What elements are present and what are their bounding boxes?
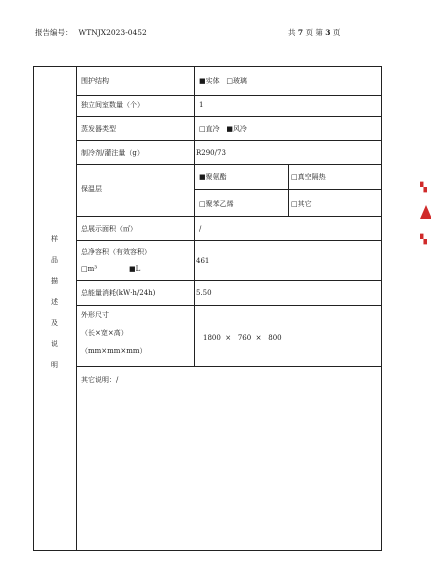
evaporator-options: [199, 126, 247, 133]
row-line: [76, 240, 382, 241]
compartments-value: 1: [199, 101, 204, 109]
dimension-height: 800: [268, 334, 282, 342]
row-line: [194, 189, 382, 190]
insulation-ps-label: 聚苯乙烯: [205, 200, 234, 208]
insulation-pu-label: 聚氨酯: [205, 173, 227, 181]
side-label-char: 述: [51, 298, 58, 306]
insulation-ps-checkbox: □: [199, 200, 206, 208]
dimension-width: 760: [237, 334, 252, 342]
row-line: [76, 366, 382, 367]
dimensions-value: [203, 335, 282, 342]
page-number: 3: [325, 28, 331, 37]
enclosure-solid-checkbox: ■: [199, 77, 206, 85]
col-divider-insulation: [288, 164, 289, 216]
enclosure-options: [199, 78, 247, 85]
page-suffix: 页: [332, 28, 341, 37]
dimension-sep: ×: [255, 334, 262, 342]
side-label-char: 及: [51, 319, 58, 327]
refrigerant-value: R290/73: [196, 149, 226, 157]
page-total: 7: [297, 28, 304, 37]
page-total-suffix: 页: [305, 28, 313, 37]
dimensions-label-lwh: （长×宽×高）: [81, 329, 128, 337]
seal-stamp-mark: ▚: [420, 235, 427, 245]
evaporator-direct-checkbox: □: [199, 125, 206, 133]
enclosure-label: 围护结构: [81, 77, 109, 85]
dimension-length: 1800: [203, 334, 221, 342]
energy-value: 5.50: [196, 289, 212, 297]
dimension-sep: ×: [225, 334, 232, 342]
refrigerant-label: 制冷剂/灌注量（g）: [81, 149, 144, 157]
compartments-label: 独立间室数量（个）: [81, 101, 144, 109]
report-number-label: 报告编号：: [35, 28, 73, 37]
insulation-vacuum-option: [291, 174, 326, 181]
unit-m3-label: m³: [87, 265, 98, 273]
unit-l-checkbox: ■: [129, 265, 136, 273]
net-volume-value: 461: [196, 257, 210, 265]
display-area-value: /: [199, 225, 202, 233]
side-label-char: 样: [51, 235, 58, 243]
seal-stamp-mark: ▚: [420, 183, 427, 193]
row-line: [76, 116, 382, 117]
sample-description-table: [33, 66, 382, 551]
display-area-label: 总展示面积（㎡）: [81, 225, 137, 233]
side-label-char: 明: [51, 361, 58, 369]
energy-label: 总能量消耗(kW·h/24h): [81, 289, 156, 297]
side-label-char: 品: [51, 256, 58, 264]
row-line: [76, 140, 382, 141]
insulation-pu-option: [199, 174, 227, 181]
evaporator-air-label: 风冷: [232, 125, 247, 133]
enclosure-glass-checkbox: □: [226, 77, 233, 85]
insulation-other-checkbox: □: [291, 200, 298, 208]
net-volume-unit-l: [129, 266, 140, 273]
evaporator-air-checkbox: ■: [226, 125, 233, 133]
evaporator-direct-label: 直冷: [205, 125, 220, 133]
unit-l-label: L: [135, 265, 141, 273]
row-line: [76, 305, 382, 306]
seal-stamp-emblem: [420, 205, 431, 219]
insulation-other-label: 其它: [297, 200, 312, 208]
row-line: [76, 95, 382, 96]
evaporator-label: 蒸发器类型: [81, 125, 116, 133]
seal-stamp: [420, 175, 431, 255]
page-total-prefix: 共: [288, 28, 296, 37]
row-line: [76, 164, 382, 165]
insulation-vacuum-checkbox: □: [291, 173, 298, 181]
report-number-value: WTNJX2023-0452: [78, 28, 147, 37]
row-line: [76, 280, 382, 281]
insulation-label: 保温层: [81, 185, 102, 193]
unit-m3-checkbox: □: [81, 265, 88, 273]
enclosure-glass-label: 玻璃: [232, 77, 247, 85]
net-volume-units: [81, 266, 97, 273]
side-label-char: 描: [51, 277, 58, 285]
notes-label: 其它说明：/: [81, 376, 119, 384]
page-indicator: [288, 27, 340, 38]
insulation-other-option: [291, 201, 312, 208]
insulation-pu-checkbox: ■: [199, 173, 206, 181]
net-volume-label: 总净容积（有效容积）: [81, 248, 151, 256]
row-line: [76, 216, 382, 217]
insulation-ps-option: [199, 201, 234, 208]
dimensions-label-units: （mm×mm×mm）: [81, 347, 147, 355]
report-number: [35, 27, 147, 38]
enclosure-solid-label: 实体: [205, 77, 220, 85]
dimensions-label: 外形尺寸: [81, 311, 109, 319]
col-divider-side: [76, 66, 77, 551]
insulation-vacuum-label: 真空隔热: [297, 173, 326, 181]
page-prefix: 第: [315, 28, 323, 37]
side-label-char: 说: [51, 340, 58, 348]
sample-description-side-label: [33, 236, 76, 383]
